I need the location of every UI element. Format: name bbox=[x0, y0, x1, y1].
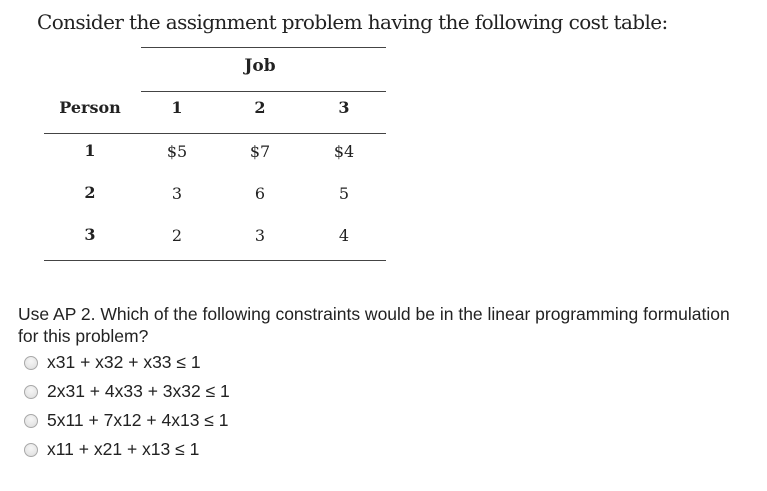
option-label[interactable]: x11 + x21 + x13 ≤ 1 bbox=[47, 439, 200, 459]
radio-button[interactable] bbox=[24, 356, 38, 370]
cost-cell: 2 bbox=[171, 226, 183, 245]
header-mid-rule bbox=[141, 91, 386, 92]
cost-cell: 3 bbox=[171, 184, 183, 203]
job-column-header: 1 bbox=[171, 98, 183, 117]
job-group-header: Job bbox=[244, 56, 276, 76]
answer-options bbox=[24, 348, 230, 464]
cost-cell: 5 bbox=[338, 184, 350, 203]
cost-cell: $4 bbox=[333, 142, 355, 161]
job-column-header: 2 bbox=[254, 98, 266, 117]
table-top-rule bbox=[141, 47, 386, 48]
option-label[interactable]: 5x11 + 7x12 + 4x13 ≤ 1 bbox=[47, 410, 229, 430]
cost-table bbox=[44, 47, 386, 263]
person-label: 3 bbox=[84, 225, 96, 244]
radio-button[interactable] bbox=[24, 385, 38, 399]
cost-cell: 4 bbox=[338, 226, 350, 245]
cost-cell: 3 bbox=[254, 226, 266, 245]
radio-button[interactable] bbox=[24, 443, 38, 457]
answer-option[interactable] bbox=[24, 348, 230, 377]
cost-cell: $5 bbox=[166, 142, 188, 161]
answer-option[interactable] bbox=[24, 435, 230, 464]
cost-cell: $7 bbox=[249, 142, 271, 161]
problem-intro: Consider the assignment problem having the following cost table: bbox=[37, 10, 668, 34]
person-label: 2 bbox=[84, 183, 96, 202]
answer-option[interactable] bbox=[24, 377, 230, 406]
question-text: Use AP 2. Which of the following constraints would be in the linear programming formulation for this problem? bbox=[18, 304, 730, 346]
person-column-header: Person bbox=[59, 98, 121, 117]
person-label: 1 bbox=[84, 141, 96, 160]
radio-button[interactable] bbox=[24, 414, 38, 428]
table-bottom-rule bbox=[44, 260, 386, 261]
answer-option[interactable] bbox=[24, 406, 230, 435]
option-label[interactable]: x31 + x32 + x33 ≤ 1 bbox=[47, 352, 201, 372]
option-label[interactable]: 2x31 + 4x33 + 3x32 ≤ 1 bbox=[47, 381, 230, 401]
header-bottom-rule bbox=[44, 133, 386, 134]
job-column-header: 3 bbox=[338, 98, 350, 117]
cost-cell: 6 bbox=[254, 184, 266, 203]
